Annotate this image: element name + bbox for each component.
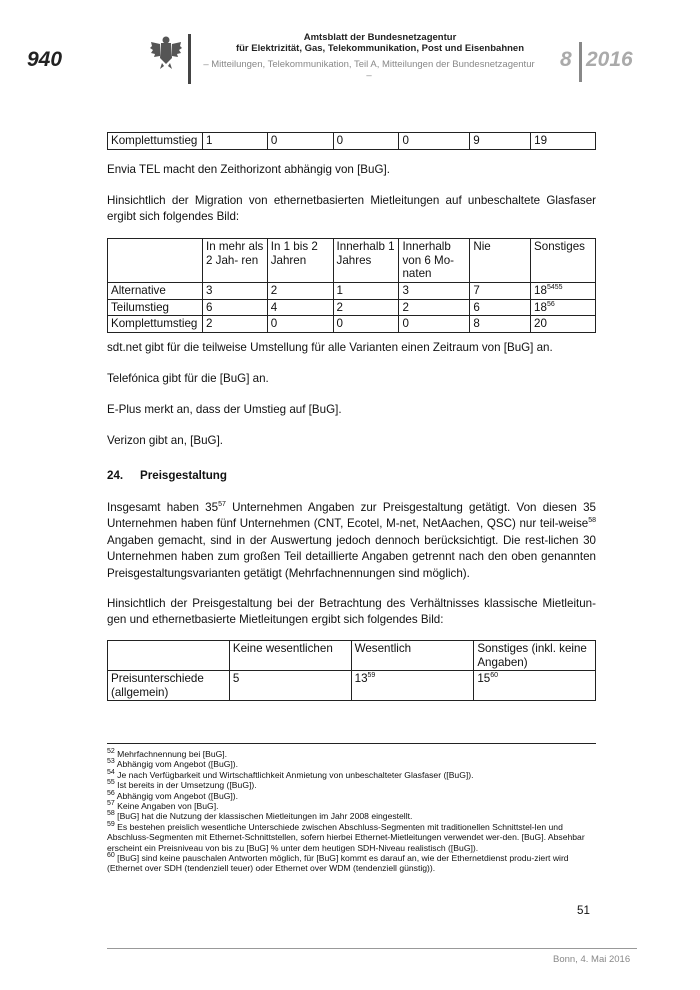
footnote-text: [BuG] hat die Nutzung der klassischen Mietleitungen im Jahr 2008 eingestellt. — [114, 811, 413, 822]
section-title: Preisgestaltung — [140, 469, 227, 482]
section-heading — [107, 469, 227, 482]
table-row — [108, 316, 596, 333]
issue-year: 2016 — [586, 48, 633, 71]
table-cell: 7 — [470, 283, 531, 300]
table-cell: 1 — [202, 133, 267, 150]
footnote-number: 56 — [107, 789, 115, 797]
journal-title-line1: Amtsblatt der Bundesnetzagentur — [303, 32, 457, 43]
table-cell: 2 — [267, 283, 333, 300]
table-header-cell: Keine wesentlichen — [229, 641, 351, 671]
table-cell: 6 — [470, 299, 531, 316]
footnote-number: 54 — [107, 768, 115, 776]
table-header-cell: Nie — [470, 239, 531, 283]
issue-number: 8 — [560, 48, 572, 71]
footnote — [107, 770, 596, 780]
table-header-cell: Innerhalb von 6 Mo- naten — [399, 239, 470, 283]
footnote-separator — [107, 743, 596, 744]
cell-value: 15 — [477, 672, 491, 685]
table-cell: Teilumstieg — [108, 299, 203, 316]
table-komplettumstieg-continued — [107, 132, 596, 150]
paragraph-telefonica: Telefónica gibt für die [BuG] an. — [107, 372, 269, 385]
table-cell: 3 — [202, 283, 267, 300]
footnote-ref[interactable]: 57 — [218, 501, 226, 509]
cell-value: 18 — [534, 284, 547, 297]
footnote — [107, 749, 596, 759]
table-migration — [107, 238, 596, 333]
footnote-text: Mehrfachnennung bei [BuG]. — [114, 749, 228, 759]
footnote-ref[interactable]: 5455 — [546, 284, 563, 292]
table-header-row — [108, 641, 596, 671]
paragraph-insgesamt — [107, 500, 596, 582]
table-header-cell: Innerhalb 1 Jahres — [333, 239, 399, 283]
journal-page-number: 940 — [27, 48, 63, 71]
footnote — [107, 801, 596, 811]
footnote-number: 52 — [107, 748, 115, 756]
table-cell: Preisunterschiede (allgemein) — [108, 671, 230, 701]
table-cell: 0 — [333, 316, 399, 333]
paragraph-preisgestaltung: Hinsichtlich der Preisgestaltung bei der Betrachtung des Verhältnisses klassische Mietleitun-gen und ethernetbasierte Mietleitungen ergibt sich folgendes Bild: — [107, 597, 596, 627]
table-cell: 0 — [267, 316, 333, 333]
cell-value: 13 — [354, 672, 368, 685]
table-row — [108, 671, 596, 701]
table-header-cell — [108, 239, 203, 283]
footnote-text: Keine Angaben von [BuG]. — [114, 801, 219, 812]
table-cell: 0 — [399, 133, 470, 150]
federal-eagle-icon — [150, 34, 182, 70]
footer-date: Bonn, 4. Mai 2016 — [553, 954, 631, 965]
footer-rule — [107, 948, 637, 949]
text-run: Angaben gemacht, sind in der Auswertung jedoch dennoch berücksichtigt. Die rest-lichen 30 Unternehmen haben zum großen Teil detaillierte Angaben getrennt nach den oben genannten Preisgestaltungsvarianten getätigt (Mehrfachnennungen sind möglich). — [107, 533, 596, 580]
footnote — [107, 853, 596, 874]
table-header-row — [108, 239, 596, 283]
cell-value: 18 — [534, 300, 547, 314]
footnote-text: Abhängig vom Angebot ([BuG]). — [114, 759, 239, 770]
footnote-text: Abhängig vom Angebot ([BuG]). — [114, 790, 239, 801]
footnote-text: Ist bereits in der Umsetzung ([BuG]). — [114, 780, 257, 791]
footnote — [107, 780, 596, 790]
paragraph-eplus: E-Plus merkt an, dass der Umstieg auf [BuG]. — [107, 403, 342, 416]
table-cell: Komplettumstieg — [108, 316, 203, 333]
text-run: Insgesamt haben 35 — [107, 501, 219, 514]
table-cell: Komplettumstieg — [108, 133, 203, 150]
footnote — [107, 791, 596, 801]
table-cell: 2 — [202, 316, 267, 333]
footnotes — [107, 749, 596, 874]
table-header-cell: In 1 bis 2 Jahren — [267, 239, 333, 283]
text-run: Unternehmen Angaben zur Preisgestaltung getätigt. Von diesen 35 Unternehmen haben fünf Unternehmen (CNT, Ecotel, M-net, NetAachen, QSC) nur teil-weise — [107, 501, 596, 531]
paragraph-envia: Envia TEL macht den Zeithorizont abhängig von [BuG]. — [107, 163, 390, 176]
footnote — [107, 811, 596, 821]
paragraph-verizon: Verizon gibt an, [BuG]. — [107, 434, 224, 447]
table-cell: 1 — [333, 283, 399, 300]
footnote-number: 57 — [107, 800, 115, 808]
table-cell: 9 — [470, 133, 531, 150]
table-cell: 0 — [267, 133, 333, 150]
table-header-cell: Sonstiges (inkl. keine Angaben) — [474, 641, 596, 671]
table-header-cell: Sonstiges — [531, 239, 596, 283]
table-header-cell: Wesentlich — [351, 641, 474, 671]
footnote-number: 58 — [107, 810, 115, 818]
footnote-number: 60 — [107, 852, 115, 860]
footnote — [107, 759, 596, 769]
table-cell: 5 — [229, 671, 351, 701]
paragraph-migration: Hinsichtlich der Migration von ethernetbasierten Mietleitungen auf unbeschaltete Glasfaser ergibt sich folgendes Bild: — [107, 194, 596, 224]
table-cell — [474, 671, 596, 701]
table-cell — [531, 283, 596, 300]
table-cell: 19 — [531, 133, 596, 150]
journal-title-line2: für Elektrizität, Gas, Telekommunikation, Post und Eisenbahnen — [235, 43, 525, 54]
footnote-number: 53 — [107, 758, 115, 766]
table-cell: 20 — [531, 316, 596, 333]
table-cell: 4 — [267, 299, 333, 316]
table-cell: Alternative — [108, 283, 203, 300]
footnote-number: 59 — [107, 820, 115, 828]
paragraph-sdt: sdt.net gibt für die teilweise Umstellung für alle Varianten einen Zeitraum von [BuG] an. — [107, 341, 553, 354]
table-cell: 8 — [470, 316, 531, 333]
table-cell: 2 — [333, 299, 399, 316]
footnote-ref[interactable]: 58 — [588, 517, 596, 525]
page-number: 51 — [577, 904, 590, 917]
table-cell: 0 — [399, 316, 470, 333]
footnote-number: 55 — [107, 779, 115, 787]
journal-title — [200, 32, 560, 54]
footnote-ref[interactable]: 60 — [490, 672, 499, 680]
table-cell — [351, 671, 474, 701]
table-cell: 0 — [333, 133, 399, 150]
footnote-text: [BuG] sind keine pauschalen Antworten möglich, für [BuG] kommt es darauf an, wie der Ethernetdienst produ-ziert wird (Ethernet over SDH (tendenziell teuer) oder Ethernet over WDM (tendenziell günstig)). — [107, 853, 569, 874]
table-row — [108, 133, 596, 150]
footnote-text: Je nach Verfügbarkeit und Wirtschaftlichkeit Anmietung von unbeschalteter Glasfaser ([BuG]). — [114, 769, 474, 780]
table-cell: 6 — [202, 299, 267, 316]
table-cell: 2 — [399, 299, 470, 316]
footnote — [107, 822, 596, 853]
table-header-cell — [108, 641, 230, 671]
section-number: 24. — [107, 469, 124, 482]
footnote-ref[interactable]: 56 — [546, 300, 555, 308]
table-preisgestaltung — [107, 640, 596, 701]
issue-divider — [579, 42, 582, 82]
table-cell — [531, 299, 596, 316]
table-cell: 3 — [399, 283, 470, 300]
table-header-cell: In mehr als 2 Jah- ren — [202, 239, 267, 283]
footnote-ref[interactable]: 59 — [367, 672, 376, 680]
journal-subtitle: – Mitteilungen, Telekommunikation, Teil A, Mitteilungen der Bundesnetzagentur – — [203, 59, 535, 81]
table-row — [108, 283, 596, 300]
footnote-text: Es bestehen preislich wesentliche Unterschiede zwischen Abschluss-Segmenten mit traditionellen Schnittstel-len und Abschluss-Segmenten mit Ethernet-Schnittstellen, sofern hierbei Ethernet-Mietleitungen verwendet wer-den. [BuG]. Absehbar erscheint ein Preisniveau von bis zu [BuG] % unter dem heutigen SDH-Niveau realistisch ([BuG]). — [107, 821, 585, 853]
header-divider — [188, 34, 191, 84]
table-row — [108, 299, 596, 316]
